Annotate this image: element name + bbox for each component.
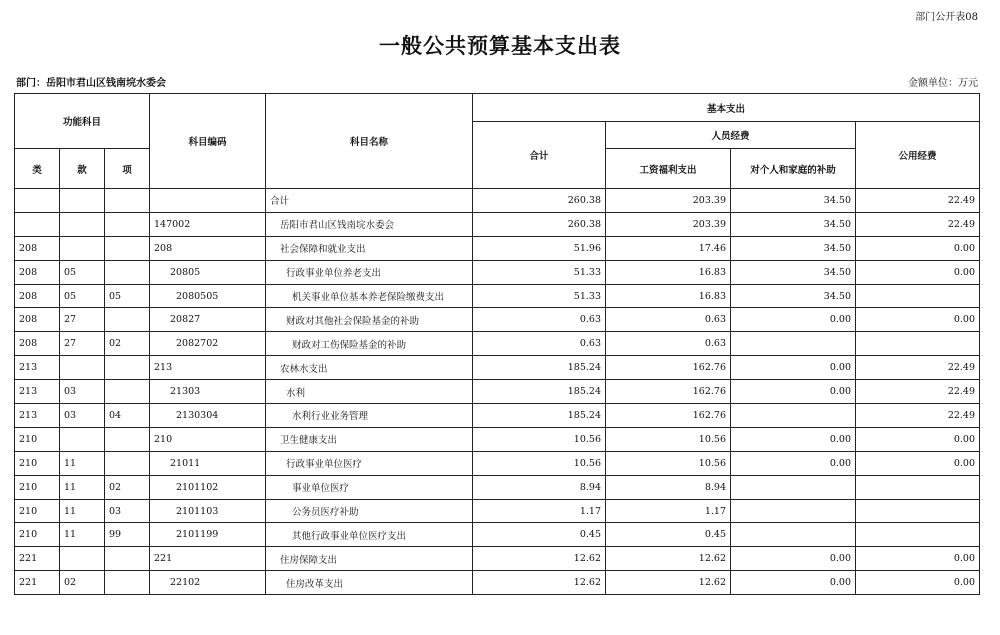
- cell-personal-subsidy: 34.50: [731, 236, 856, 260]
- cell-lei: 210: [15, 427, 60, 451]
- cell-public-expenses: [856, 332, 980, 356]
- header-total: 合计: [473, 122, 606, 189]
- table-row: [15, 571, 980, 595]
- cell-subject-name: 农林水支出: [266, 356, 473, 380]
- cell-lei: 210: [15, 475, 60, 499]
- cell-salary-welfare: 10.56: [606, 451, 731, 475]
- cell-subject-code: 213: [150, 356, 266, 380]
- cell-lei: 210: [15, 499, 60, 523]
- cell-personal-subsidy: 0.00: [731, 451, 856, 475]
- cell-salary-welfare: 16.83: [606, 260, 731, 284]
- cell-subject-name: 行政事业单位医疗: [266, 451, 473, 475]
- cell-subject-code: 210: [150, 427, 266, 451]
- cell-subject-code: 208: [150, 236, 266, 260]
- cell-kuan: 05: [60, 284, 105, 308]
- cell-salary-welfare: 16.83: [606, 284, 731, 308]
- cell-total: 10.56: [473, 427, 606, 451]
- cell-personal-subsidy: 0.00: [731, 380, 856, 404]
- header-kuan: 款: [60, 149, 105, 189]
- cell-xiang: [105, 236, 150, 260]
- table-row: [15, 284, 980, 308]
- cell-personal-subsidy: 34.50: [731, 189, 856, 213]
- cell-subject-code: 2080505: [150, 284, 266, 308]
- cell-personal-subsidy: 0.00: [731, 356, 856, 380]
- cell-lei: 208: [15, 236, 60, 260]
- cell-total: 260.38: [473, 212, 606, 236]
- budget-expenditure-table: [14, 93, 980, 595]
- cell-subject-code: 22102: [150, 571, 266, 595]
- cell-public-expenses: 0.00: [856, 260, 980, 284]
- cell-lei: 210: [15, 451, 60, 475]
- cell-lei: 208: [15, 308, 60, 332]
- cell-public-expenses: 22.49: [856, 212, 980, 236]
- cell-public-expenses: 22.49: [856, 189, 980, 213]
- table-row: [15, 427, 980, 451]
- cell-salary-welfare: 203.39: [606, 212, 731, 236]
- cell-public-expenses: 22.49: [856, 356, 980, 380]
- cell-xiang: [105, 260, 150, 284]
- cell-lei: 210: [15, 523, 60, 547]
- cell-kuan: 05: [60, 260, 105, 284]
- cell-subject-name: 财政对其他社会保险基金的补助: [266, 308, 473, 332]
- cell-xiang: 04: [105, 404, 150, 428]
- cell-subject-name: 岳阳市君山区钱南垸水委会: [266, 212, 473, 236]
- cell-total: 185.24: [473, 356, 606, 380]
- cell-xiang: [105, 547, 150, 571]
- cell-personal-subsidy: [731, 404, 856, 428]
- header-lei: 类: [15, 149, 60, 189]
- cell-personal-subsidy: 34.50: [731, 260, 856, 284]
- cell-xiang: 99: [105, 523, 150, 547]
- document-code: 部门公开表08: [915, 12, 978, 23]
- cell-subject-code: 2101102: [150, 475, 266, 499]
- cell-public-expenses: [856, 523, 980, 547]
- cell-subject-name: 其他行政事业单位医疗支出: [266, 523, 473, 547]
- cell-salary-welfare: 162.76: [606, 380, 731, 404]
- cell-xiang: 03: [105, 499, 150, 523]
- cell-kuan: [60, 547, 105, 571]
- header-personnel-expenses: 人员经费: [606, 122, 856, 149]
- table-row: [15, 260, 980, 284]
- cell-kuan: [60, 427, 105, 451]
- header-salary-welfare: 工资福利支出: [606, 149, 731, 189]
- cell-xiang: 05: [105, 284, 150, 308]
- cell-subject-name: 公务员医疗补助: [266, 499, 473, 523]
- header-subject-name: 科目名称: [266, 94, 473, 189]
- cell-subject-name: 机关事业单位基本养老保险缴费支出: [266, 284, 473, 308]
- cell-subject-code: 20805: [150, 260, 266, 284]
- cell-xiang: [105, 380, 150, 404]
- cell-total: 12.62: [473, 547, 606, 571]
- cell-salary-welfare: 8.94: [606, 475, 731, 499]
- cell-public-expenses: 0.00: [856, 571, 980, 595]
- cell-personal-subsidy: 0.00: [731, 571, 856, 595]
- cell-personal-subsidy: 0.00: [731, 547, 856, 571]
- cell-kuan: [60, 212, 105, 236]
- cell-xiang: [105, 308, 150, 332]
- cell-subject-name: 水利行业业务管理: [266, 404, 473, 428]
- cell-salary-welfare: 12.62: [606, 571, 731, 595]
- cell-subject-name: 行政事业单位养老支出: [266, 260, 473, 284]
- header-subject-code: 科目编码: [150, 94, 266, 189]
- cell-personal-subsidy: 34.50: [731, 212, 856, 236]
- cell-xiang: 02: [105, 475, 150, 499]
- cell-total: 260.38: [473, 189, 606, 213]
- cell-total: 12.62: [473, 571, 606, 595]
- cell-salary-welfare: 162.76: [606, 356, 731, 380]
- cell-kuan: [60, 236, 105, 260]
- cell-total: 10.56: [473, 451, 606, 475]
- cell-personal-subsidy: [731, 332, 856, 356]
- cell-xiang: [105, 356, 150, 380]
- header-public-expenses: 公用经费: [856, 122, 980, 189]
- cell-public-expenses: 0.00: [856, 308, 980, 332]
- table-row: [15, 523, 980, 547]
- cell-total: 51.96: [473, 236, 606, 260]
- cell-total: 185.24: [473, 380, 606, 404]
- cell-total: 0.63: [473, 308, 606, 332]
- cell-subject-name: 财政对工伤保险基金的补助: [266, 332, 473, 356]
- cell-xiang: [105, 212, 150, 236]
- cell-subject-code: 21011: [150, 451, 266, 475]
- cell-total: 51.33: [473, 260, 606, 284]
- header-function-subject: 功能科目: [15, 94, 150, 149]
- cell-kuan: 02: [60, 571, 105, 595]
- cell-public-expenses: 0.00: [856, 547, 980, 571]
- cell-total: 0.45: [473, 523, 606, 547]
- cell-subject-code: [150, 189, 266, 213]
- cell-kuan: 11: [60, 499, 105, 523]
- table-row: [15, 451, 980, 475]
- cell-lei: 213: [15, 356, 60, 380]
- cell-public-expenses: 22.49: [856, 380, 980, 404]
- cell-total: 185.24: [473, 404, 606, 428]
- cell-subject-name: 水利: [266, 380, 473, 404]
- cell-salary-welfare: 10.56: [606, 427, 731, 451]
- cell-personal-subsidy: [731, 499, 856, 523]
- cell-salary-welfare: 17.46: [606, 236, 731, 260]
- table-row: [15, 475, 980, 499]
- cell-lei: 208: [15, 260, 60, 284]
- cell-total: 0.63: [473, 332, 606, 356]
- cell-xiang: [105, 571, 150, 595]
- header-xiang: 项: [105, 149, 150, 189]
- cell-public-expenses: 22.49: [856, 404, 980, 428]
- cell-lei: 213: [15, 404, 60, 428]
- cell-subject-code: 21303: [150, 380, 266, 404]
- cell-total: 8.94: [473, 475, 606, 499]
- cell-subject-name: 住房保障支出: [266, 547, 473, 571]
- cell-public-expenses: [856, 475, 980, 499]
- cell-salary-welfare: 0.63: [606, 308, 731, 332]
- cell-public-expenses: 0.00: [856, 236, 980, 260]
- table-row: [15, 308, 980, 332]
- cell-salary-welfare: 203.39: [606, 189, 731, 213]
- cell-xiang: [105, 427, 150, 451]
- cell-xiang: 02: [105, 332, 150, 356]
- cell-lei: 213: [15, 380, 60, 404]
- cell-subject-name: 事业单位医疗: [266, 475, 473, 499]
- page-title: 一般公共预算基本支出表: [379, 34, 621, 58]
- table-row: [15, 332, 980, 356]
- cell-subject-code: 2082702: [150, 332, 266, 356]
- cell-lei: [15, 212, 60, 236]
- cell-salary-welfare: 0.45: [606, 523, 731, 547]
- table-row: [15, 547, 980, 571]
- cell-salary-welfare: 12.62: [606, 547, 731, 571]
- cell-xiang: [105, 451, 150, 475]
- cell-subject-name: 卫生健康支出: [266, 427, 473, 451]
- table-row: [15, 404, 980, 428]
- cell-kuan: 11: [60, 451, 105, 475]
- cell-salary-welfare: 1.17: [606, 499, 731, 523]
- cell-subject-code: 2101103: [150, 499, 266, 523]
- cell-xiang: [105, 189, 150, 213]
- amount-unit-label: 金额单位：万元: [908, 78, 978, 89]
- cell-kuan: 03: [60, 404, 105, 428]
- cell-subject-code: 2101199: [150, 523, 266, 547]
- cell-public-expenses: 0.00: [856, 427, 980, 451]
- table-row: [15, 236, 980, 260]
- cell-lei: 221: [15, 571, 60, 595]
- table-row: [15, 380, 980, 404]
- cell-kuan: 11: [60, 523, 105, 547]
- cell-personal-subsidy: [731, 475, 856, 499]
- table-row: [15, 356, 980, 380]
- cell-personal-subsidy: 0.00: [731, 427, 856, 451]
- cell-subject-code: 2130304: [150, 404, 266, 428]
- table-row: [15, 499, 980, 523]
- cell-lei: [15, 189, 60, 213]
- cell-public-expenses: [856, 499, 980, 523]
- cell-kuan: [60, 189, 105, 213]
- cell-public-expenses: [856, 284, 980, 308]
- cell-subject-name: 合计: [266, 189, 473, 213]
- cell-total: 51.33: [473, 284, 606, 308]
- cell-total: 1.17: [473, 499, 606, 523]
- cell-personal-subsidy: 34.50: [731, 284, 856, 308]
- cell-subject-name: 社会保障和就业支出: [266, 236, 473, 260]
- header-personal-family-subsidy: 对个人和家庭的补助: [731, 149, 856, 189]
- cell-public-expenses: 0.00: [856, 451, 980, 475]
- header-basic-expenditure: 基本支出: [473, 94, 980, 122]
- cell-salary-welfare: 162.76: [606, 404, 731, 428]
- cell-kuan: 03: [60, 380, 105, 404]
- cell-personal-subsidy: 0.00: [731, 308, 856, 332]
- department-label: 部门：岳阳市君山区钱南垸水委会: [16, 78, 166, 89]
- table-row: [15, 189, 980, 213]
- cell-kuan: 27: [60, 332, 105, 356]
- cell-subject-code: 147002: [150, 212, 266, 236]
- cell-salary-welfare: 0.63: [606, 332, 731, 356]
- table-row: [15, 212, 980, 236]
- cell-subject-code: 221: [150, 547, 266, 571]
- cell-kuan: [60, 356, 105, 380]
- cell-personal-subsidy: [731, 523, 856, 547]
- cell-subject-code: 20827: [150, 308, 266, 332]
- cell-subject-name: 住房改革支出: [266, 571, 473, 595]
- cell-lei: 221: [15, 547, 60, 571]
- cell-kuan: 11: [60, 475, 105, 499]
- cell-lei: 208: [15, 332, 60, 356]
- cell-lei: 208: [15, 284, 60, 308]
- cell-kuan: 27: [60, 308, 105, 332]
